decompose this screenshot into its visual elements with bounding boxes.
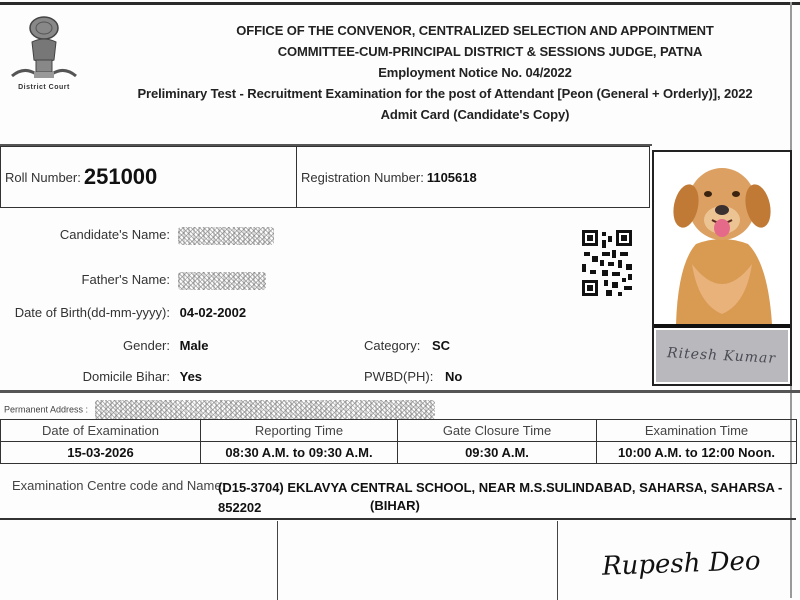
id-box — [0, 146, 650, 208]
date-of-examination-value: 15-03-2026 — [1, 442, 201, 464]
father-name-redacted — [178, 272, 266, 290]
father-name-label: Father's Name: — [81, 272, 170, 288]
domicile-row — [0, 369, 202, 384]
exam-schedule-table — [0, 419, 797, 464]
signature-boxes — [0, 521, 796, 600]
registration-number-cell — [297, 147, 649, 207]
candidate-signature-box — [656, 330, 788, 382]
registration-number-value: 1105618 — [426, 169, 477, 185]
gender-label: Gender: — [123, 338, 170, 353]
pwbd-value: No — [444, 369, 463, 384]
gender-row — [0, 338, 209, 353]
candidate-signature: Ritesh Kumar — [667, 345, 777, 367]
roll-number-label: Roll Number: — [5, 169, 81, 185]
header-committee-line: COMMITTEE-CUM-PRINCIPAL DISTRICT & SESSIONS JUDGE, PATNA — [277, 44, 703, 59]
candidate-name-redacted — [178, 227, 274, 245]
header-exam-title: Preliminary Test - Recruitment Examination for the post of Attendant [Peon (General + Orderly)], 2022 — [137, 86, 753, 101]
header-examination-time: Examination Time — [597, 420, 797, 442]
details-divider — [0, 390, 800, 393]
domicile-value: Yes — [179, 369, 203, 384]
permanent-address-redacted — [95, 400, 435, 420]
pwbd-row — [364, 369, 462, 384]
registration-number-label: Registration Number: — [301, 169, 424, 185]
category-label: Category: — [364, 338, 421, 353]
gate-closure-time-value: 09:30 A.M. — [398, 442, 597, 464]
exam-centre-label: Examination Centre code and Name: — [12, 478, 226, 493]
category-row — [364, 338, 450, 353]
document-header — [90, 20, 780, 125]
permanent-address-label: Permanent Address : — [4, 404, 89, 415]
category-value: SC — [432, 338, 451, 353]
header-date-of-examination: Date of Examination — [1, 420, 201, 442]
pwbd-label: PWBD(PH): — [364, 369, 434, 384]
exam-table-value-row — [1, 442, 797, 464]
dob-value: 04-02-2002 — [179, 305, 247, 320]
authority-signature-box — [558, 521, 796, 600]
emblem-logo-icon — [4, 14, 84, 94]
header-card-title: Admit Card (Candidate's Copy) — [380, 107, 570, 122]
father-name-row — [0, 272, 266, 290]
gender-value: Male — [179, 338, 209, 353]
dob-row — [0, 305, 246, 320]
photo-separator — [654, 324, 790, 328]
candidate-name-label: Candidate's Name: — [59, 227, 170, 243]
signature-box-2 — [278, 521, 558, 600]
authority-signature: Rupesh Deo — [601, 546, 762, 582]
dob-label: Date of Birth(dd-mm-yyyy): — [14, 305, 170, 320]
candidate-name-row — [0, 227, 274, 245]
top-border — [0, 2, 800, 5]
roll-number-value: 251000 — [83, 164, 158, 189]
header-office-line: OFFICE OF THE CONVENOR, CENTRALIZED SELECTION AND APPOINTMENT — [236, 23, 714, 38]
exam-table-header-row — [1, 420, 797, 442]
examination-time-value: 10:00 A.M. to 12:00 Noon. — [597, 442, 797, 464]
candidate-photo-dog — [656, 154, 788, 324]
reporting-time-value: 08:30 A.M. to 09:30 A.M. — [201, 442, 398, 464]
header-gate-closure-time: Gate Closure Time — [398, 420, 597, 442]
qr-code-icon — [582, 230, 632, 296]
header-reporting-time: Reporting Time — [201, 420, 398, 442]
logo-caption: District Court — [18, 84, 70, 91]
permanent-address-row — [4, 400, 435, 420]
exam-centre-value: (D15-3704) EKLAVYA CENTRAL SCHOOL, NEAR M.S.SULINDABAD, SAHARSA, SAHARSA - 852202 — [218, 480, 783, 515]
domicile-label: Domicile Bihar: — [82, 369, 170, 384]
signature-box-1 — [0, 521, 278, 600]
exam-centre-section — [0, 468, 796, 520]
candidate-photo-frame — [652, 150, 792, 386]
exam-centre-state: (BIHAR) — [370, 498, 420, 513]
roll-number-cell — [1, 147, 297, 207]
header-notice-line: Employment Notice No. 04/2022 — [378, 65, 572, 80]
